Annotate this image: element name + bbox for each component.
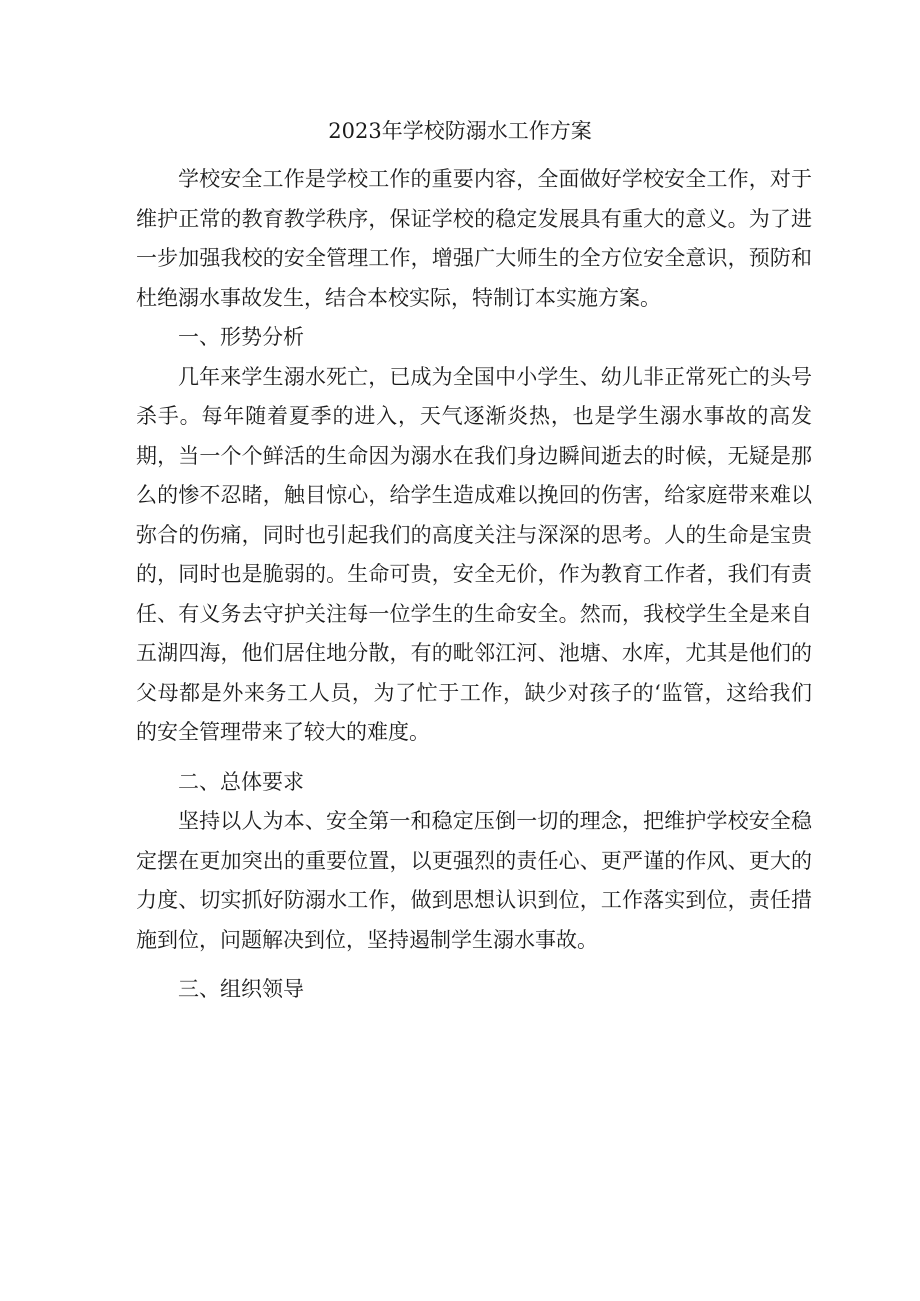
intro-paragraph: 学校安全工作是学校工作的重要内容，全面做好学校安全工作，对于维护正常的教育教学秩序，保证学校的稳定发展具有重大的意义。为了进一步加强我校的安全管理工作，增强广大师生的全方位安全意识，预防和杜绝溺水事故发生，结合本校实际，特制订本实施方案。 (136, 167, 812, 310)
document-title: 2023年学校防溺水工作方案 (328, 119, 592, 143)
section-heading-general-requirements: 二、总体要求 (178, 769, 304, 794)
section-paragraph-general-requirements: 坚持以人为本、安全第一和稳定压倒一切的理念，把维护学校安全稳定摆在更加突出的重要位置，以更强烈的责任心、更严谨的作风、更大的力度、切实抓好防溺水工作，做到思想认识到位，工作落实到位，责任措施到位，问题解决到位，坚持遏制学生溺水事故。 (136, 809, 812, 952)
section-heading-situation-analysis: 一、形势分析 (178, 325, 304, 349)
section-paragraph-situation-analysis: 几年来学生溺水死亡，已成为全国中小学生、幼儿非正常死亡的头号杀手。每年随着夏季的进入，天气逐渐炎热，也是学生溺水事故的高发期，当一个个鲜活的生命因为溺水在我们身边瞬间逝去的时候，无疑是那么的惨不忍睹，触目惊心，给学生造成难以挽回的伤害，给家庭带来难以弥合的伤痛，同时也引起我们的高度关注与深深的思考。人的生命是宝贵的，同时也是脆弱的。生命可贵，安全无价，作为教育工作者，我们有责任、有义务去守护关注每一位学生的生命安全。然而，我校学生全是来自五湖四海，他们居住地分散，有的毗邻江河、池塘、水库，尤其是他们的父母都是外来务工人员，为了忙于工作，缺少对孩子的‘监管，这给我们的安全管理带来了较大的难度。 (136, 364, 812, 744)
section-heading-organization-leadership: 三、组织领导 (178, 977, 304, 1001)
document-body (136, 160, 812, 1010)
